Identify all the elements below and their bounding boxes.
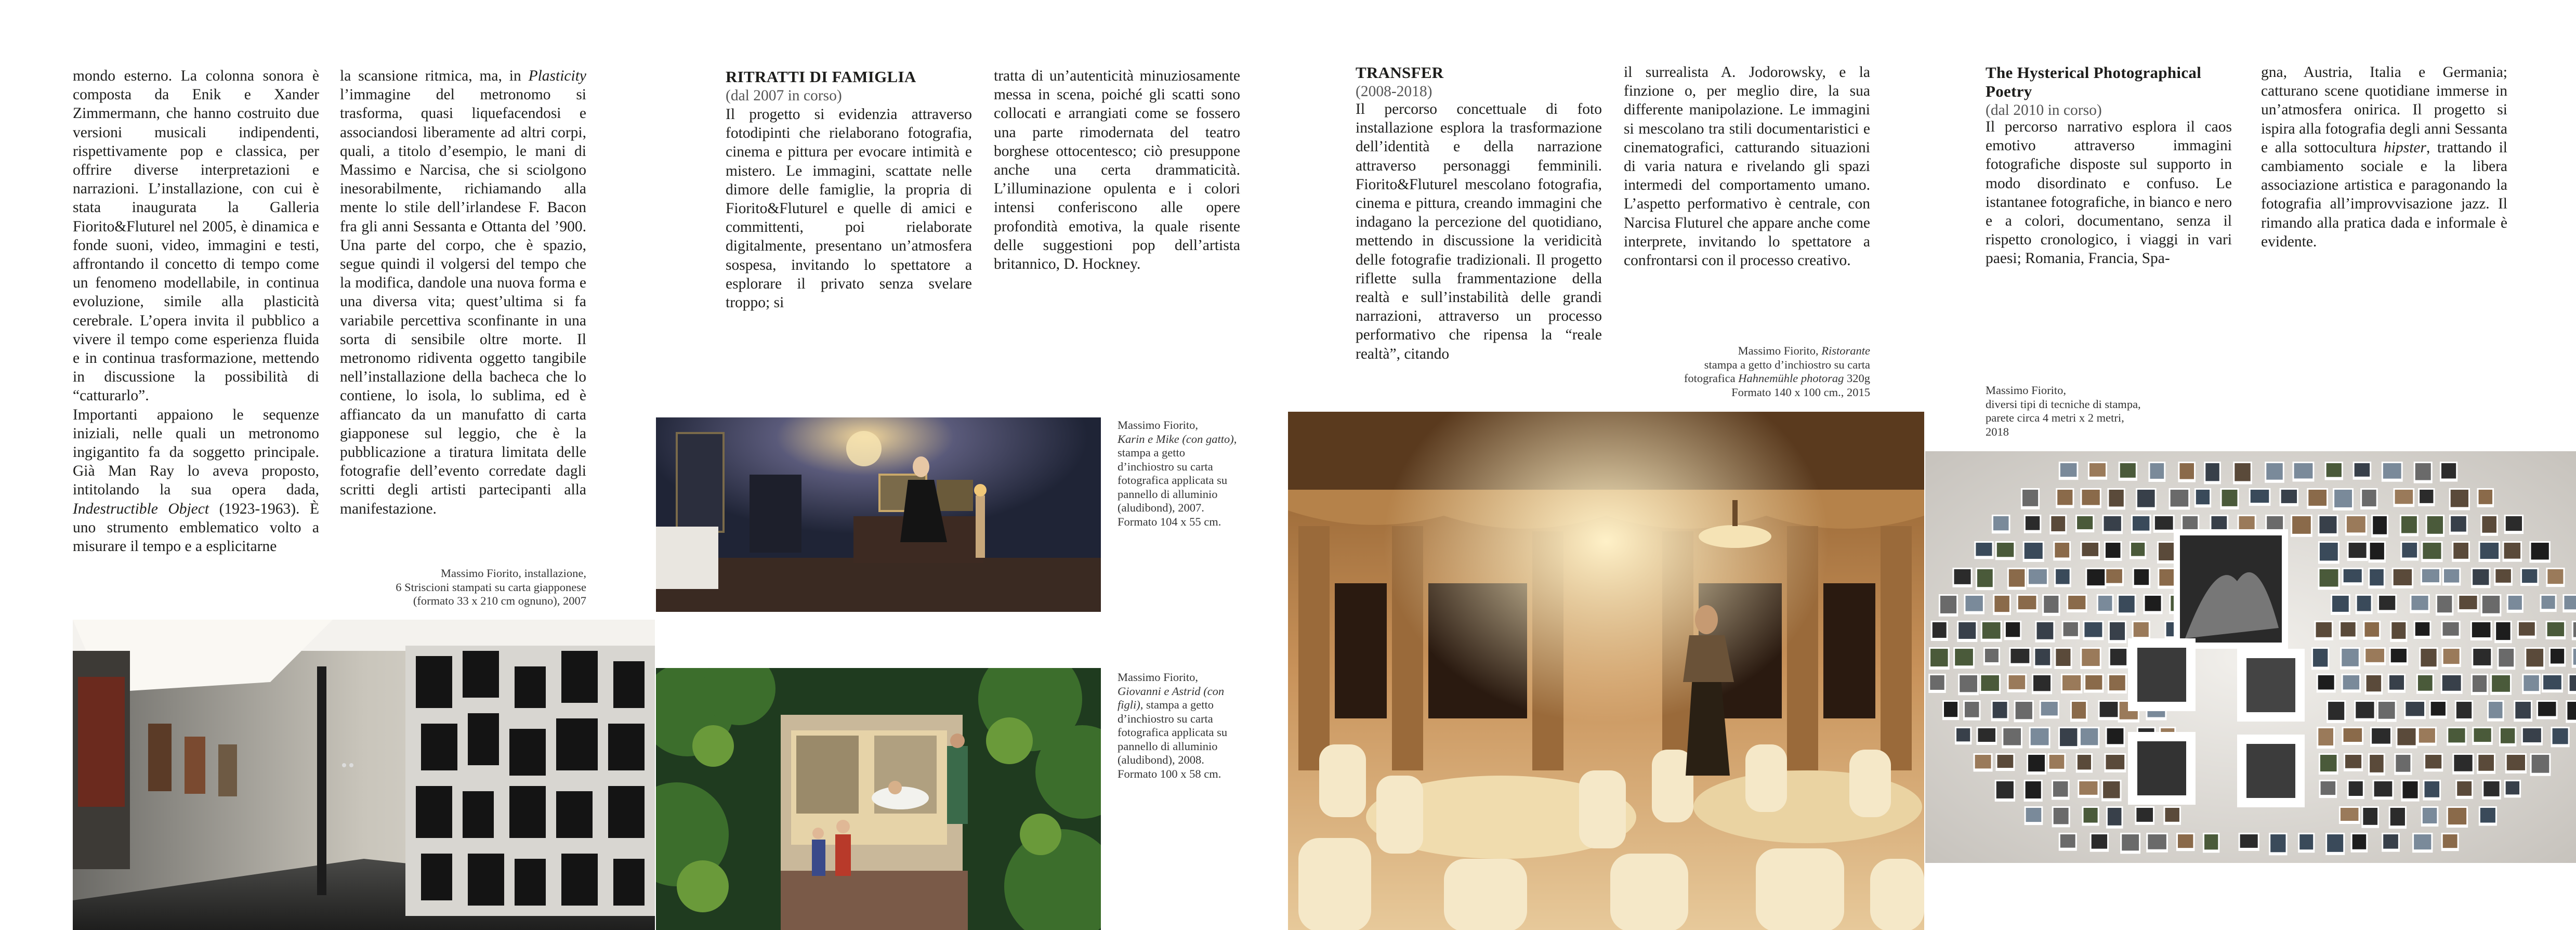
page2-column-2 xyxy=(994,67,1240,273)
section-dates: (dal 2007 in corso) xyxy=(726,87,842,104)
caption-line: Massimo Fiorito, xyxy=(1118,671,1199,684)
artwork-title: Plasticity xyxy=(528,68,586,84)
giovanni-e-astrid-caption xyxy=(1118,671,1242,781)
text-run: (1923-1963). È uno strumento emblematico volto a misurare il tempo e a esplicitarne xyxy=(73,500,319,555)
page1-paragraph-1: mondo esterno. La colonna sonora è composta da Enik e Xander Zimmermann, che hanno costruito due versioni musicali indipendenti, rispettivamente pop e classica, per offrire diverse interpretazioni e narrazioni. L’installazione, con cui è stata inaugurata la Galleria Fiorito&Fluturel nel 2005, è dinamica e fonde suoni, video, immagini e testi, affrontando il concetto di tempo come un fenomeno modellabile, in continua evoluzione, simile alla plasticità cerebrale. L’opera invita il pubblico a vivere il tempo come esperienza fluida e in continua trasformazione, mettendo in discussione la possibilità di “catturarlo”. xyxy=(73,68,319,404)
caption-text xyxy=(1118,418,1242,529)
caption-line: diversi tipi di tecniche di stampa, xyxy=(1986,397,2141,411)
caption-line: stampa a getto d’inchiostro su carta xyxy=(1704,358,1870,371)
page4-paragraph-2 xyxy=(2261,63,2507,251)
artwork-title: Indestructible Object xyxy=(73,500,209,517)
page2-paragraph-1: Il progetto si evidenzia attraverso fotodipinti che rielaborano fotografia, cinema e pittura per evocare intimità e mistero. Le immagini, scattate nelle dimore delle famiglie, la propria di Fiorito&Fluturel e quelle di amici e committenti, poi rielaborate digitalmente, presentano un’atmosfera sospesa, invitando lo spettatore a esplorare il privato senza svelare troppo; si xyxy=(726,106,972,311)
page3-paragraph-2: il surrealista A. Jodorowsky, e la finzione o, per meglio dire, la sua differente manipolazione. Le immagini si mescolano tra stili documentaristici e cinematografici, catturando situazioni di varia natura e rivelando gli spazi intermedi del comportamento umano. L’aspetto performativo è centrale, con Narcisa Fluturel che appare anche come interprete, invitando lo spettatore a confrontarsi con il processo creativo. xyxy=(1624,64,1870,269)
text-run: la scansione ritmica, ma, in xyxy=(340,68,529,84)
page2-paragraph-2: tratta di un’autenticità minuziosamente messa in scena, poiché gli scatti sono collocati e arrangiati come se fossero una parte rimodernata del teatro borghese ottocentesco; ciò presuppone anche una certa drammaticità. L’illuminazione opulenta e i colori intensi conferiscono alle opere profondità emotiva, la quale risente delle suggestioni pop dell’artista britannico, D. Hockney. xyxy=(994,68,1240,273)
page1-paragraph-2 xyxy=(73,405,319,556)
text-run: l’immagine del metronomo si trasforma, quasi liquefacendosi e associandosi liberamente ad altri corpi, quali, a titolo d’esempio, le mani di Massimo e Narcisa, che si sciolgono inesorabilmente, richiamando alla mente lo stile dell’irlandese F. Bacon fra gli anni Sessanta e Ottanta del ’900. Una parte del corpo, che è spazio, segue quindi il volgersi del tempo che la modifica, dandole una nuova forma e una diversa vita; quest’ultima si fa variabile percettiva sconfinante in una sorta di sensibile oltre morte. Il metronomo ridiventa oggetto tangibile nell’installazione della bacheca che lo contiene, lo isola, lo sublima, ed è affiancato da un manufatto di carta giapponese sul leggio, che è la pubblicazione a tiratura limitata delle fotografie dell’evento corredate dagli scritti degli artisti partecipanti alla manifestazione. xyxy=(340,86,586,517)
page4-column-1 xyxy=(1986,117,2232,268)
emphasis: hipster xyxy=(2384,139,2426,156)
caption-line: (formato 33 x 210 cm ognuno), 2007 xyxy=(413,594,586,607)
page4-heading xyxy=(1986,63,2230,120)
text-run: , trattando il cambiamento sociale e la libera associazione artistica e paragonando la fotografia all’improvvisazione jazz. Il rimando alla pratica dada e informale è evidente. xyxy=(2261,139,2507,250)
page4-paragraph-1: Il percorso narrativo esplora il caos emotivo attraverso immagini fotografiche disposte sul supporto in modo disordinato e confuso. Le istantanee fotografiche, in bianco e nero e a colori, documentano, senza il rispetto cronologico, i viaggi in vari paesi; Romania, Francia, Spa- xyxy=(1986,119,2232,267)
section-dates: (dal 2010 in corso) xyxy=(1986,102,2102,119)
text-run: Importanti appaiono le sequenze iniziali, nelle quali un metronomo ingigantito fa da soggetto principale. Già Man Ray lo aveva proposto, intitolando la sua opera dada, xyxy=(73,406,319,499)
caption-text xyxy=(1118,671,1242,781)
page3-heading xyxy=(1356,63,1600,101)
section-title: The Hysterical Photographical Poetry xyxy=(1986,63,2202,100)
caption-line xyxy=(1575,372,1870,386)
caption-line: Massimo Fiorito, installazione, xyxy=(441,567,586,580)
section-title: TRANSFER xyxy=(1356,63,1444,82)
page4-column-2 xyxy=(2261,63,2507,251)
page1-column-1 xyxy=(73,67,319,556)
installation-photo xyxy=(73,620,655,930)
text-run: 320g xyxy=(1844,372,1870,385)
karin-e-mike-caption xyxy=(1118,418,1242,529)
artwork-title: Giovanni e Astrid (con figli) xyxy=(1118,684,1225,711)
caption-line: 6 Striscioni stampati su carta giapponese xyxy=(396,580,586,594)
caption-line: , stampa a getto d’inchiostro su carta fotografica applicata su pannello di alluminio (aludibond), 2008. Formato 100 x 58 cm. xyxy=(1118,698,1228,780)
giovanni-e-astrid-photo xyxy=(656,668,1101,930)
ristorante-caption xyxy=(1575,344,1870,399)
artwork-title: Karin e Mike (con gatto) xyxy=(1118,432,1234,446)
caption-line: parete circa 4 metri x 2 metri, xyxy=(1986,411,2124,424)
caption-line: Formato 140 x 100 cm., 2015 xyxy=(1731,385,1870,399)
caption-line xyxy=(1575,344,1870,358)
text-run: Massimo Fiorito, xyxy=(1738,344,1822,357)
section-dates: (2008-2018) xyxy=(1356,83,1432,100)
artwork-title: Ristorante xyxy=(1821,344,1870,357)
caption-line: Massimo Fiorito, xyxy=(1986,384,2067,397)
paper-name: Hahnemühle photorag xyxy=(1738,372,1844,385)
photo-wall-photo xyxy=(1925,451,2576,863)
caption-line: Massimo Fiorito, xyxy=(1118,418,1199,431)
page3-paragraph-1: Il percorso concettuale di foto installazione esplora la trasformazione dell’identità e della narrazione attraverso personaggi femminili. Fiorito&Fluturel mescolano fotografia, cinema e pittura, creando immagini che indagano la percezione del quotidiano, mettendo in discussione la veridicità delle fotografie tradizionali. Il progetto riflette sulla frammentazione della realtà e sull’instabilità delle grandi narrazioni, attraverso un processo performativo che ripensa la “reale realtà”, citando xyxy=(1356,101,1602,362)
text-run: gna, Austria, Italia e Germania; catturano scene quotidiane immerse in un’atmosfera onirica. Il progetto si ispira alla fotografia degli anni Sessanta e alla sottocultura xyxy=(2261,64,2507,156)
page3-column-2 xyxy=(1624,63,1870,270)
section-title: RITRATTI DI FAMIGLIA xyxy=(726,68,916,86)
page1-caption xyxy=(291,567,586,608)
karin-e-mike-photo xyxy=(656,417,1101,612)
text-run: fotografica xyxy=(1684,372,1739,385)
page2-column-1 xyxy=(726,105,972,312)
caption-line: , stampa a getto d’inchiostro su carta fotografica applicata su pannello di alluminio (aludibond), 2007. Formato 104 x 55 cm. xyxy=(1118,432,1237,528)
caption-line: 2018 xyxy=(1986,425,2009,438)
page1-column-2 xyxy=(340,67,586,518)
ristorante-photo xyxy=(1288,412,1924,930)
page1-paragraph-3 xyxy=(340,67,586,518)
page2-heading xyxy=(726,68,970,105)
page3-column-1 xyxy=(1356,100,1602,363)
page4-caption xyxy=(1986,384,2245,439)
